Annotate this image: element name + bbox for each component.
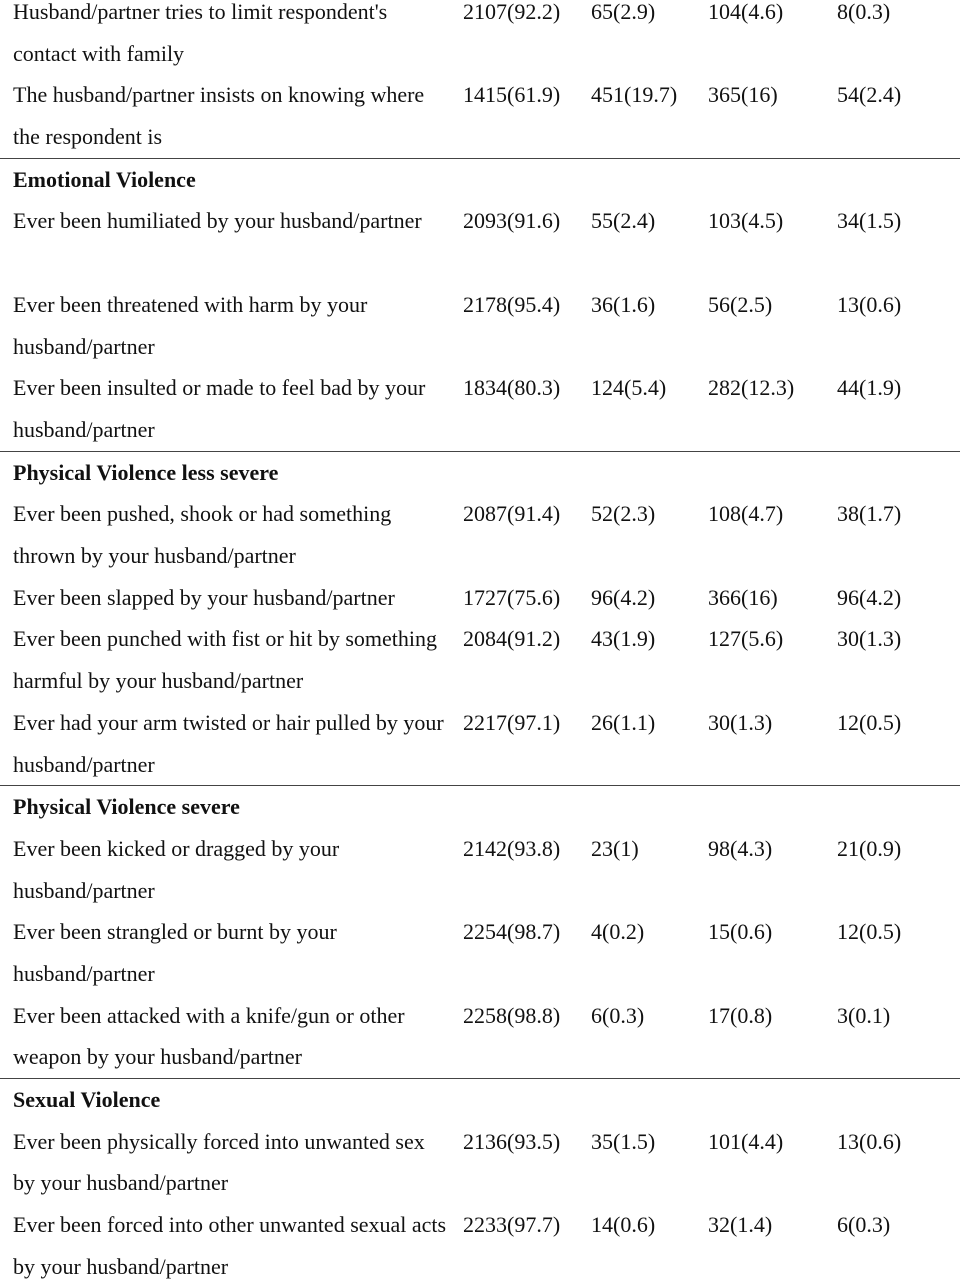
table-cell-col-4: 54(2.4) <box>837 82 902 108</box>
table-row <box>0 702 960 785</box>
table-cell-col-2: 43(1.9) <box>591 626 656 652</box>
table-cell-col-1: 1834(80.3) <box>463 375 561 401</box>
table-cell-col-3: 56(2.5) <box>708 291 773 317</box>
table-cell-col-2: 23(1) <box>591 835 639 861</box>
table-cell-col-3: 32(1.4) <box>708 1212 773 1238</box>
row-label: Ever been threatened with harm by your husband/partner <box>13 291 368 359</box>
table-cell-col-3: 30(1.3) <box>708 709 773 735</box>
table-cell-col-4: 38(1.7) <box>837 501 902 527</box>
table-cell-col-1: 2142(93.8) <box>463 835 561 861</box>
table-cell-col-4: 6(0.3) <box>837 1212 891 1238</box>
table-cell-col-1: 2258(98.8) <box>463 1002 561 1028</box>
table-cell-col-2: 6(0.3) <box>591 1002 645 1028</box>
row-label: Ever been forced into other unwanted sexual acts by your husband/partner <box>13 1212 447 1279</box>
table-cell-col-1: 2254(98.7) <box>463 919 561 945</box>
row-label: Ever been pushed, shook or had something thrown by your husband/partner <box>13 501 392 569</box>
table-cell-col-1: 2107(92.2) <box>463 0 561 24</box>
row-label: Ever been physically forced into unwanted sex by your husband/partner <box>13 1128 425 1196</box>
section-heading-row <box>0 785 960 828</box>
table-cell-col-3: 104(4.6) <box>708 0 784 24</box>
table-cell-col-3: 108(4.7) <box>708 501 784 527</box>
table-cell-col-4: 8(0.3) <box>837 0 891 24</box>
table-cell-col-2: 4(0.2) <box>591 919 645 945</box>
table-cell-col-3: 15(0.6) <box>708 919 773 945</box>
table-cell-col-4: 96(4.2) <box>837 584 902 610</box>
table-cell-col-3: 365(16) <box>708 82 778 108</box>
row-label: Ever been punched with fist or hit by something harmful by your husband/partner <box>13 626 438 694</box>
table-cell-col-3: 282(12.3) <box>708 375 795 401</box>
table-cell-col-2: 55(2.4) <box>591 208 656 234</box>
row-label: Husband/partner tries to limit respondent's contact with family <box>13 0 388 66</box>
section-heading-row <box>0 158 960 201</box>
table-cell-col-4: 34(1.5) <box>837 208 902 234</box>
table-row <box>0 828 960 911</box>
table-row <box>0 367 960 450</box>
table-cell-col-2: 124(5.4) <box>591 375 667 401</box>
table-row <box>0 1204 960 1287</box>
table-cell-col-1: 1415(61.9) <box>463 82 561 108</box>
table-cell-col-4: 30(1.3) <box>837 626 902 652</box>
section-heading: Sexual Violence <box>13 1087 161 1113</box>
table-cell-col-2: 35(1.5) <box>591 1128 656 1154</box>
table-cell-col-4: 3(0.1) <box>837 1002 891 1028</box>
table-cell-col-2: 451(19.7) <box>591 82 678 108</box>
table-cell-col-1: 2178(95.4) <box>463 291 561 317</box>
table-row <box>0 1121 960 1204</box>
table-cell-col-2: 96(4.2) <box>591 584 656 610</box>
table-cell-col-3: 17(0.8) <box>708 1002 773 1028</box>
table-cell-col-1: 2093(91.6) <box>463 208 561 234</box>
table-cell-col-3: 103(4.5) <box>708 208 784 234</box>
table-cell-col-4: 44(1.9) <box>837 375 902 401</box>
table-cell-col-2: 26(1.1) <box>591 709 656 735</box>
table-cell-col-3: 101(4.4) <box>708 1128 784 1154</box>
table-cell-col-1: 1727(75.6) <box>463 584 561 610</box>
table-cell-col-3: 127(5.6) <box>708 626 784 652</box>
table-cell-col-2: 36(1.6) <box>591 291 656 317</box>
table-cell-col-4: 13(0.6) <box>837 291 902 317</box>
row-label: Ever had your arm twisted or hair pulled by your husband/partner <box>13 709 444 777</box>
table-cell-col-2: 65(2.9) <box>591 0 656 24</box>
row-label: Ever been humiliated by your husband/partner <box>13 208 422 234</box>
table-row <box>0 0 960 74</box>
row-label: Ever been strangled or burnt by your husband/partner <box>13 919 337 986</box>
row-label: Ever been insulted or made to feel bad by your husband/partner <box>13 375 426 442</box>
row-label: Ever been slapped by your husband/partner <box>13 584 395 610</box>
table-cell-col-2: 52(2.3) <box>591 501 656 527</box>
table-row <box>0 200 960 283</box>
table-cell-col-1: 2217(97.1) <box>463 709 561 735</box>
table-row <box>0 577 960 619</box>
table-row <box>0 911 960 994</box>
row-label: The husband/partner insists on knowing where the respondent is <box>13 82 425 150</box>
row-label: Ever been kicked or dragged by your husband/partner <box>13 835 340 903</box>
table-cell-col-1: 2087(91.4) <box>463 501 561 527</box>
table-row <box>0 284 960 367</box>
table-cell-col-3: 98(4.3) <box>708 835 773 861</box>
table-cell-col-1: 2136(93.5) <box>463 1128 561 1154</box>
section-heading-row <box>0 1078 960 1121</box>
table-cell-col-1: 2233(97.7) <box>463 1212 561 1238</box>
table-row <box>0 995 960 1078</box>
section-heading-row <box>0 451 960 494</box>
table-cell-col-3: 366(16) <box>708 584 778 610</box>
table-row <box>0 493 960 576</box>
section-heading: Emotional Violence <box>13 166 196 192</box>
table-row <box>0 74 960 157</box>
table-cell-col-2: 14(0.6) <box>591 1212 656 1238</box>
table-row <box>0 618 960 701</box>
section-heading: Physical Violence less severe <box>13 459 279 485</box>
section-heading: Physical Violence severe <box>13 794 240 820</box>
table-cell-col-4: 13(0.6) <box>837 1128 902 1154</box>
table-cell-col-4: 12(0.5) <box>837 709 902 735</box>
row-label: Ever been attacked with a knife/gun or other weapon by your husband/partner <box>13 1002 405 1070</box>
table-cell-col-4: 21(0.9) <box>837 835 902 861</box>
table-cell-col-4: 12(0.5) <box>837 919 902 945</box>
table-cell-col-1: 2084(91.2) <box>463 626 561 652</box>
